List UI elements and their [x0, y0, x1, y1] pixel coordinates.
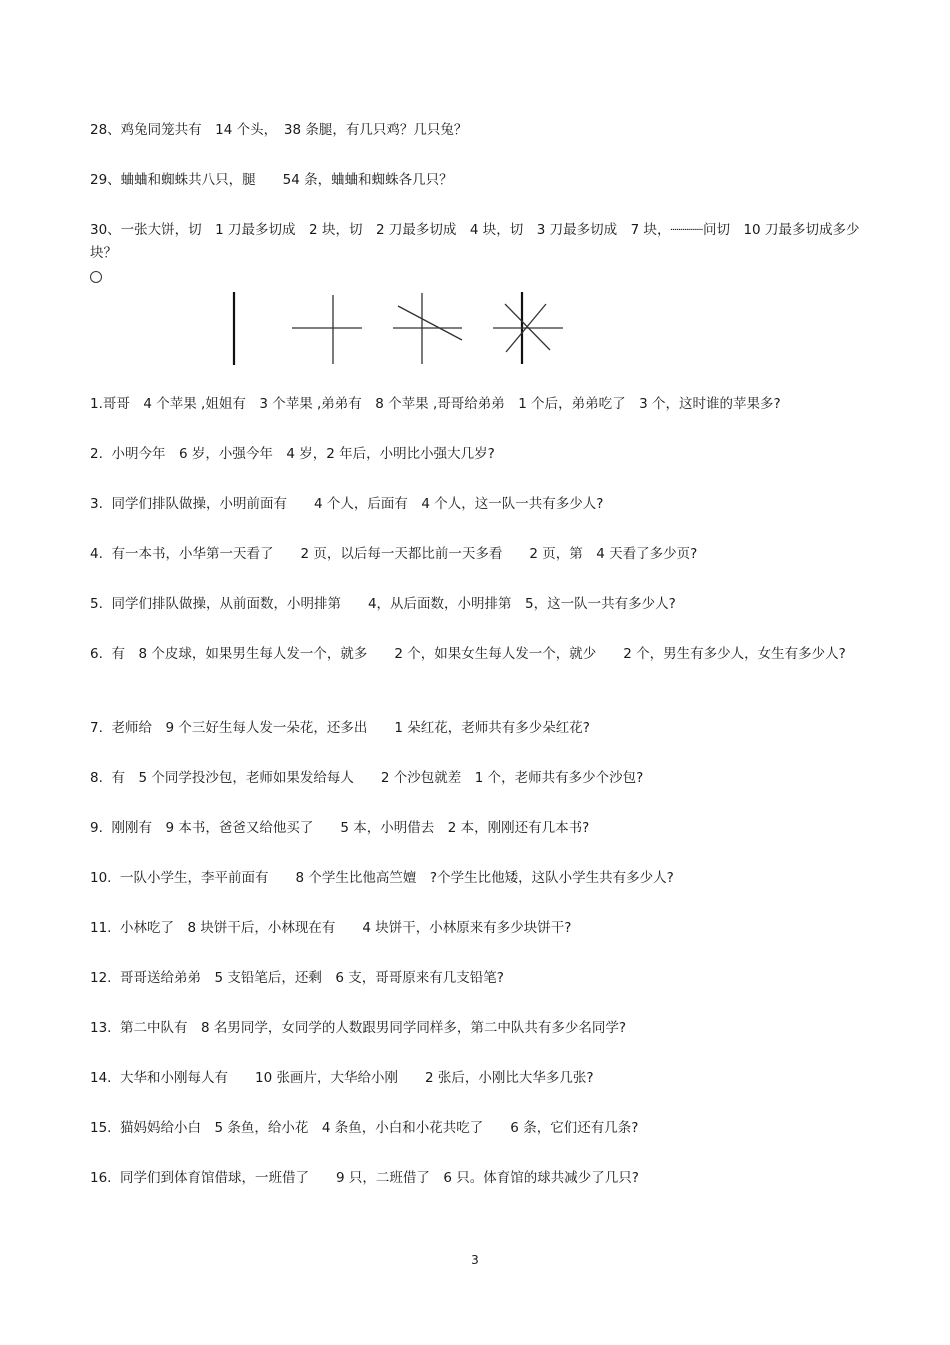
- question-2: 2. 小明今年 6 岁，小强今年 4 岁，2 年后，小明比小强大几岁?: [90, 446, 495, 462]
- question-1: 1.哥哥 4 个苹果 ,姐姐有 3 个苹果 ,弟弟有 8 个苹果 ,哥哥给弟弟 1 个后，弟弟吃了 3 个，这时谁的苹果多?: [90, 396, 781, 412]
- question-8: 8. 有 5 个同学投沙包，老师如果发给每人 2 个沙包就差 1 个，老师共有多少个沙包?: [90, 770, 644, 786]
- question-4: 4. 有一本书，小华第一天看了 2 页，以后每一天都比前一天多看 2 页，第 4 天看了多少页?: [90, 546, 698, 562]
- question-6: 6. 有 8 个皮球，如果男生每人发一个，就多 2 个，如果女生每人发一个，就少 2 个，男生有多少人，女生有多少人?: [90, 646, 846, 662]
- question-15: 15. 猫妈妈给小白 5 条鱼，给小花 4 条鱼，小白和小花共吃了 6 条，它们还有几条?: [90, 1120, 639, 1136]
- page-number: 3: [471, 1253, 479, 1267]
- cut-lines-diagram: [220, 290, 580, 370]
- question-12: 12. 哥哥送给弟弟 5 支铅笔后，还剩 6 支，哥哥原来有几支铅笔?: [90, 970, 504, 986]
- three-cut-figure: [393, 293, 462, 364]
- two-cut-figure: [292, 295, 362, 364]
- question-16: 16. 同学们到体育馆借球，一班借了 9 只，二班借了 6 只。体育馆的球共减少了几只?: [90, 1170, 639, 1186]
- question-29: 29、蛐蛐和蜘蛛共八只，腿 54 条，蛐蛐和蜘蛛各几只？: [90, 172, 453, 188]
- question-7: 7. 老师给 9 个三好生每人发一朵花，还多出 1 朵红花，老师共有多少朵红花?: [90, 720, 590, 736]
- question-14: 14. 大华和小刚每人有 10 张画片，大华给小刚 2 张后，小刚比大华多几张?: [90, 1070, 594, 1086]
- question-30: 30、一张大饼，切 1 刀最多切成 2 块，切 2 刀最多切成 4 块，切 3 刀最多切成 7 块，┈┈┈┈问切 10 刀最多切成多少块？: [90, 222, 860, 261]
- circle-marker: [90, 271, 102, 283]
- question-5: 5. 同学们排队做操，从前面数，小明排第 4，从后面数，小明排第 5，这一队一共有多少人?: [90, 596, 676, 612]
- question-3: 3. 同学们排队做操，小明前面有 4 个人，后面有 4 个人，这一队一共有多少人?: [90, 496, 604, 512]
- question-9: 9. 刚刚有 9 本书，爸爸又给他买了 5 本，小明借去 2 本，刚刚还有几本书?: [90, 820, 590, 836]
- question-13: 13. 第二中队有 8 名男同学，女同学的人数跟男同学同样多，第二中队共有多少名同学?: [90, 1020, 627, 1036]
- question-28: 28、鸡兔同笼共有 14 个头， 38 条腿，有几只鸡？几只兔？: [90, 122, 468, 138]
- four-cut-figure: [493, 292, 563, 364]
- question-10: 10. 一队小学生，李平前面有 8 个学生比他高竺嬗 ?个学生比他矮，这队小学生共有多少人?: [90, 870, 674, 886]
- question-11: 11. 小林吃了 8 块饼干后，小林现在有 4 块饼干，小林原来有多少块饼干?: [90, 920, 572, 936]
